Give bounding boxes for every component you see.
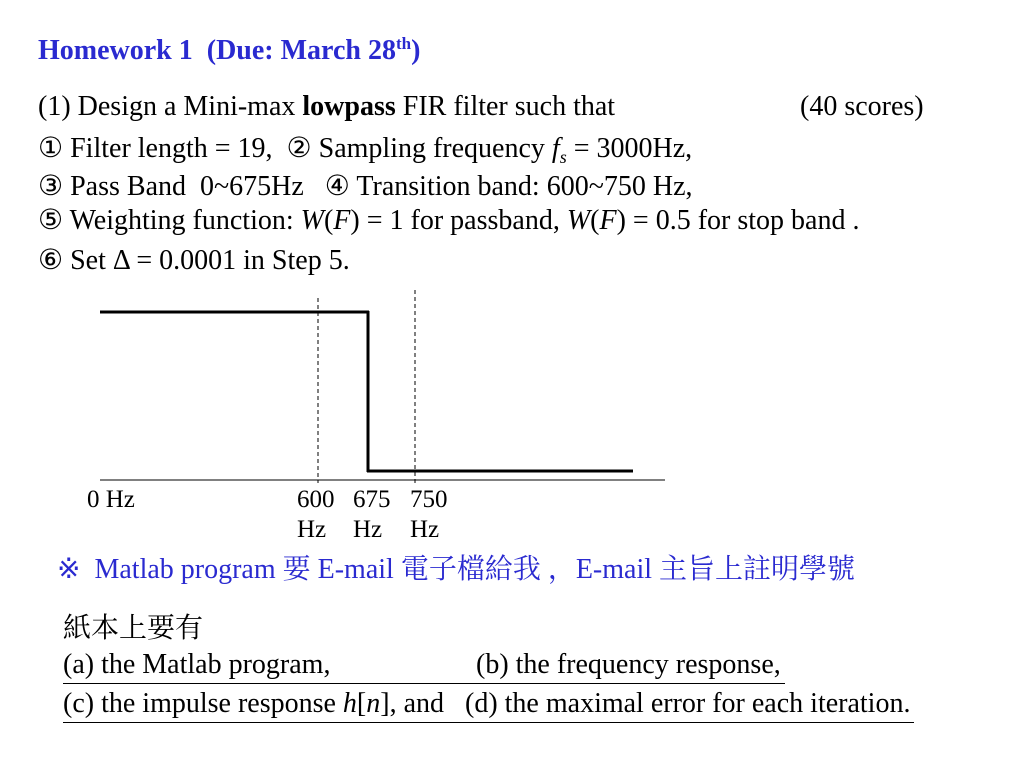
sentence-period: . <box>903 688 911 719</box>
weight-symbol: W <box>566 205 591 236</box>
requirement-d-text: ], and (d) the maximal error for each iteration <box>380 688 904 719</box>
tick-unit-600: Hz <box>297 516 327 543</box>
requirements-heading: 紙本上要有 <box>63 613 204 644</box>
requirements-row2-underline <box>63 722 914 723</box>
requirement-c-text: (c) the impulse response <box>63 688 343 719</box>
spec-bands: ③ Pass Band 0~675Hz ④ Transition band: 600~750 Hz, <box>38 171 693 202</box>
weight-symbol: W <box>300 205 324 236</box>
tick-unit-750: Hz <box>410 516 440 543</box>
frequency-symbol: F <box>333 205 351 236</box>
frequency-symbol: F <box>599 205 617 236</box>
requirement-b: (b) the frequency response, <box>476 649 781 680</box>
requirements-row1-underline <box>63 683 785 684</box>
sampling-frequency-value: = 3000Hz, <box>566 133 693 164</box>
sampling-frequency-subscript: s <box>559 147 567 167</box>
spec-length-text: ① Filter length = 19, ② Sampling frequency <box>38 133 552 164</box>
problem-score: (40 scores) <box>800 91 924 122</box>
impulse-response-symbol: h <box>342 688 357 719</box>
problem-filter-type: lowpass <box>302 91 396 122</box>
title-text: Homework 1 (Due: March 28 <box>38 35 396 66</box>
index-symbol: n <box>366 688 381 719</box>
tick-label-0: 0 Hz <box>87 486 135 513</box>
passband-weight-text: ) = 1 for passband, <box>350 205 567 236</box>
email-submission-note: ※ Matlab program 要 E-mail 電子檔給我 ，E-mail 主旨上註明學號 <box>57 554 856 585</box>
requirement-a: (a) the Matlab program, <box>63 649 331 680</box>
sampling-frequency-symbol: f <box>551 133 560 164</box>
problem-text-end: FIR filter such that <box>395 91 616 122</box>
tick-label-675: 675 <box>353 486 391 513</box>
weighting-label: ⑤ Weighting function: <box>38 205 301 236</box>
bracket-open: [ <box>356 688 367 719</box>
problem-text-start: (1) Design a Mini-max <box>38 91 303 122</box>
spec-delta: ⑥ Set Δ = 0.0001 in Step 5. <box>38 245 350 276</box>
tick-unit-675: Hz <box>353 516 383 543</box>
paren-open: ( <box>323 205 334 236</box>
tick-label-750: 750 <box>410 486 448 513</box>
requirements-row2 <box>63 690 910 718</box>
title-superscript: th <box>395 34 412 53</box>
title-closing: ) <box>411 35 421 66</box>
paren-open: ( <box>590 205 600 236</box>
tick-label-600: 600 <box>297 486 335 513</box>
stopband-weight-text: ) = 0.5 for stop band . <box>616 205 860 236</box>
